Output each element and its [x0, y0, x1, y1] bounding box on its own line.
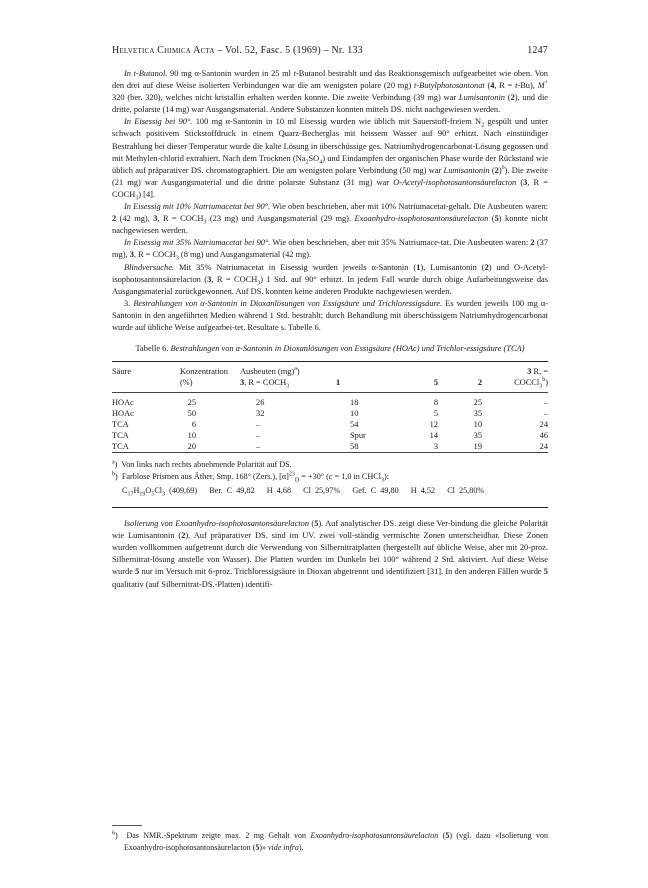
table-row [112, 419, 548, 430]
table-cell: 25 [473, 398, 482, 408]
paragraph-isolierung: Isolierung von Exoanhydro-isophotosantonsäurelacton (5). Auf analytischer DS. zeigt diese Ver-bindung die gleiche Polarität wie Lumisantonin (2). Auf präparativer DS. sind im UV. zwei voll-ständig vermischte Zonen unterscheidbar. Diese Zonen wurden vollkommen aufgetrennt durch die Verwendung von Silbernitratplatten (hergestellt auf übliche Weise, aber mit 20-proz. Silbernitrat-lösung anstelle von Wasser). Die Platten wurden im Dunkeln bei 100° während 2 Std. aktiviert. Auf diese Weise wurde 5 nur im Versuch mit 6-proz. Trichloressigsäure in Dioxan abgetrennt und identifiziert [31]. In den anderen Fällen wurde 5 qualitativ (auf Silbernitrat-DS.-Platten) identifi- [112, 519, 548, 589]
footnote-area [112, 825, 548, 853]
paragraph-eisessig-35-natriumacetat: In Eisessig mit 35% Natriumacetat bei 90°. Wie oben beschrieben, aber mit 35% Natriumace-tat. Die Ausbeuten waren: 2 (37 mg), 3, $R = COCH_3$ (8 mg) und Ausgangsmaterial (42 mg). [112, 238, 549, 263]
table-cell: 10 [350, 409, 359, 419]
table-cell: – [256, 431, 261, 441]
table-cell: 8 [433, 398, 438, 408]
table-cell: 25 [187, 398, 196, 408]
table-cell: 24 [539, 442, 548, 452]
table-cell: 12 [429, 420, 438, 430]
paragraph-eisessig-90: In Eisessig bei 90°. 100 mg α-Santonin in 10 ml Eisessig wurden wie üblich mit Sauerstoff-freiem $N_2$ gespült und unter schwach positivem Stickstoffdruck in einem Quarz-Becherglas mit heissem Wasser auf 90° erhitzt. Nach einstündiger Bestrahlung bei dieser Temperatur wurde die kalte Lösung in überschüssige ges. Natriumhydrogencarbonat-Lösung gegossen und mit Methylen-chlorid extrahiert. Nach dem Trocknen $(Na_2SO_4)$ und Eindampfen der organischen Phase wurde der Rückstand wie üblich auf präparativer DS. chromatographiert. Die am wenigsten polare Verbindung (50 mg) war Lumisantonin $(2)^6$). Die zweite (21 mg) war Ausgangsmaterial und die dritte polarste Substanz (31 mg) war O-Acetyl-isophotosantonsäurelacton (3, $R = COCH_3$) [4]. [112, 117, 549, 202]
header-cell: COCCl$_3^b$) [514, 377, 548, 390]
header-cell: 2 [477, 378, 482, 388]
header-cell: Ausbeuten (mg)$^a$) [240, 366, 300, 377]
table-cell: 14 [429, 431, 438, 441]
table-cell: HOAc [112, 409, 134, 419]
table-cell: – [256, 420, 261, 430]
table-cell: – [256, 442, 261, 452]
table-cell: 20 [187, 442, 196, 452]
article-body [112, 68, 548, 591]
paragraph-t-butanol: In t-Butanol. 90 mg α-Santonin wurden in 25 ml t-Butanol bestrahlt und das Reaktionsgemisch aufgearbeitet wie oben. Von den drei auf diese Weise isolierten Verbindungen war die am wenigsten polare (20 mg) t-Butylphotosantonat (4, R = t-Bu), M+ 320 (ber. 320), welches nicht kristallin erhalten werden konnte. Die zweite Verbindung (39 mg) war Lumisantonin (2), und die dritte, polarste (14 mg) war Ausgangsmaterial. Andere Substanzen konnten mittels DS. nicht nachgewiesen werden. [112, 69, 548, 115]
results-table [112, 361, 548, 452]
header-cell: 1 [336, 378, 341, 388]
table-cell: 10 [473, 420, 482, 430]
paragraph-blindversuche: Blindversuche. Mit 35% Natriumacetat in Eisessig wurden jeweils α-Santonin (1), Lumisantonin (2) und O-Acetyl-isophotosantonsäurelacton (3, $R = COCH_3$) 1 Std. auf 90° erhitzt. In jedem Fall wurde durch obige Aufarbeitungsweise das Ausgangsmaterial zurückgewonnen. Auf DS. konnten keine anderen Produkte nachgewiesen werden. [112, 262, 549, 296]
table-caption: Tabelle 6. Bestrahlungen von α-Santonin in Dioxanlösungen von Essigsäure (HOAc) und Trichlor-essigsäure (TCA) [135, 344, 525, 354]
table-cell: – [543, 409, 548, 419]
table-separator [112, 507, 548, 508]
table-cell: 50 [187, 409, 196, 419]
header-cell: (%) [180, 378, 193, 388]
table-cell: 19 [473, 442, 482, 452]
table-cell: TCA [112, 420, 129, 430]
table-note-b: $^b$) Farblose Prismen aus Äther, Smp. 168° (Zers.), $[\alpha]^{23}_D = +30^\circ$ (c = 1,0 in CHCl$_3$): [112, 471, 390, 484]
table-notes [112, 459, 548, 497]
table-row [112, 441, 548, 452]
elemental-analysis: $C_{17}H_{19}O_5Cl_3$ (409,69) Ber. C 49,82 H 4,68 Cl 25,97% Gef. C 49,80 H 4,52 Cl 25,80% [122, 486, 485, 498]
header-cell: Konzentration [180, 367, 228, 377]
table-cell: – [543, 398, 548, 408]
running-header [112, 45, 548, 59]
table-cell: 26 [256, 398, 265, 408]
footnote-rule [112, 825, 142, 826]
table-cell: 46 [539, 431, 548, 441]
table-cell: 24 [539, 420, 548, 430]
header-cell: 3 R, = [527, 367, 548, 377]
table-cell: 3 [433, 442, 438, 452]
table-cell: TCA [112, 431, 129, 441]
table-cell: 54 [350, 420, 359, 430]
header-cell: 3, $R = COCH_3$ [240, 378, 290, 390]
page-number: 1247 [527, 45, 548, 56]
table-row [112, 430, 548, 441]
table-note-a: $^a$) Von links nach rechts abnehmende Polarität auf DS. [112, 459, 292, 470]
table-cell: TCA [112, 442, 129, 452]
table-cell: 18 [350, 398, 359, 408]
table-row [112, 393, 548, 409]
paragraph-dioxan-section: 3. Bestrahlungen von α-Santonin in Dioxanlösungen von Essigsäure und Trichloressigsäure. Es wurden jeweils 100 mg α-Santonin in den angeführten Medien während 1 Std. bestrahlt; durch Behandlung mit überschüssigem Natriumhydrogencarbonat wurde auf übliche Weise aufgearbei-tet. Resultate s. Tabelle 6. [112, 298, 548, 332]
footnote-6: $^6$) Das NMR.-Spektrum zeigte max. 2 mg Gehalt von Exoanhydro-isophotosantonsäurelacton (5) (vgl. dazu «Isolierung von Exoanhydro-isophotosantonsäurelacton (5)» vide infra). [112, 830, 548, 852]
table-row [112, 408, 548, 419]
table-cell: 35 [473, 409, 482, 419]
table-cell: 10 [187, 431, 196, 441]
table-header-row [112, 362, 548, 378]
table-cell: Spur [350, 431, 366, 441]
table-cell: 32 [256, 409, 265, 419]
table-cell: 58 [350, 442, 359, 452]
header-cell: 5 [433, 378, 438, 388]
header-cell: Säure [112, 367, 132, 377]
table-cell: 6 [191, 420, 196, 430]
table-cell: HOAc [112, 398, 134, 408]
table-cell: 5 [433, 409, 438, 419]
table-cell: 35 [473, 431, 482, 441]
table-body [112, 393, 548, 453]
journal-citation: Helvetica Chimica Acta – Vol. 52, Fasc. 5 (1969) – Nr. 133 [112, 45, 363, 56]
paragraph-eisessig-10-natriumacetat: In Eisessig mit 10% Natriumacetat bei 90°. Wie oben beschrieben, aber mit 10% Natriumacetat-gehalt. Die Ausbeuten waren: 2 (42 mg), 3, $R = COCH_3$ (23 mg) und Ausgangsmaterial (29 mg). Exoanhydro-isophotosantonsäurelacton (5) konnte nicht nachgewiesen werden. [112, 202, 548, 236]
table-header-row [112, 377, 548, 393]
